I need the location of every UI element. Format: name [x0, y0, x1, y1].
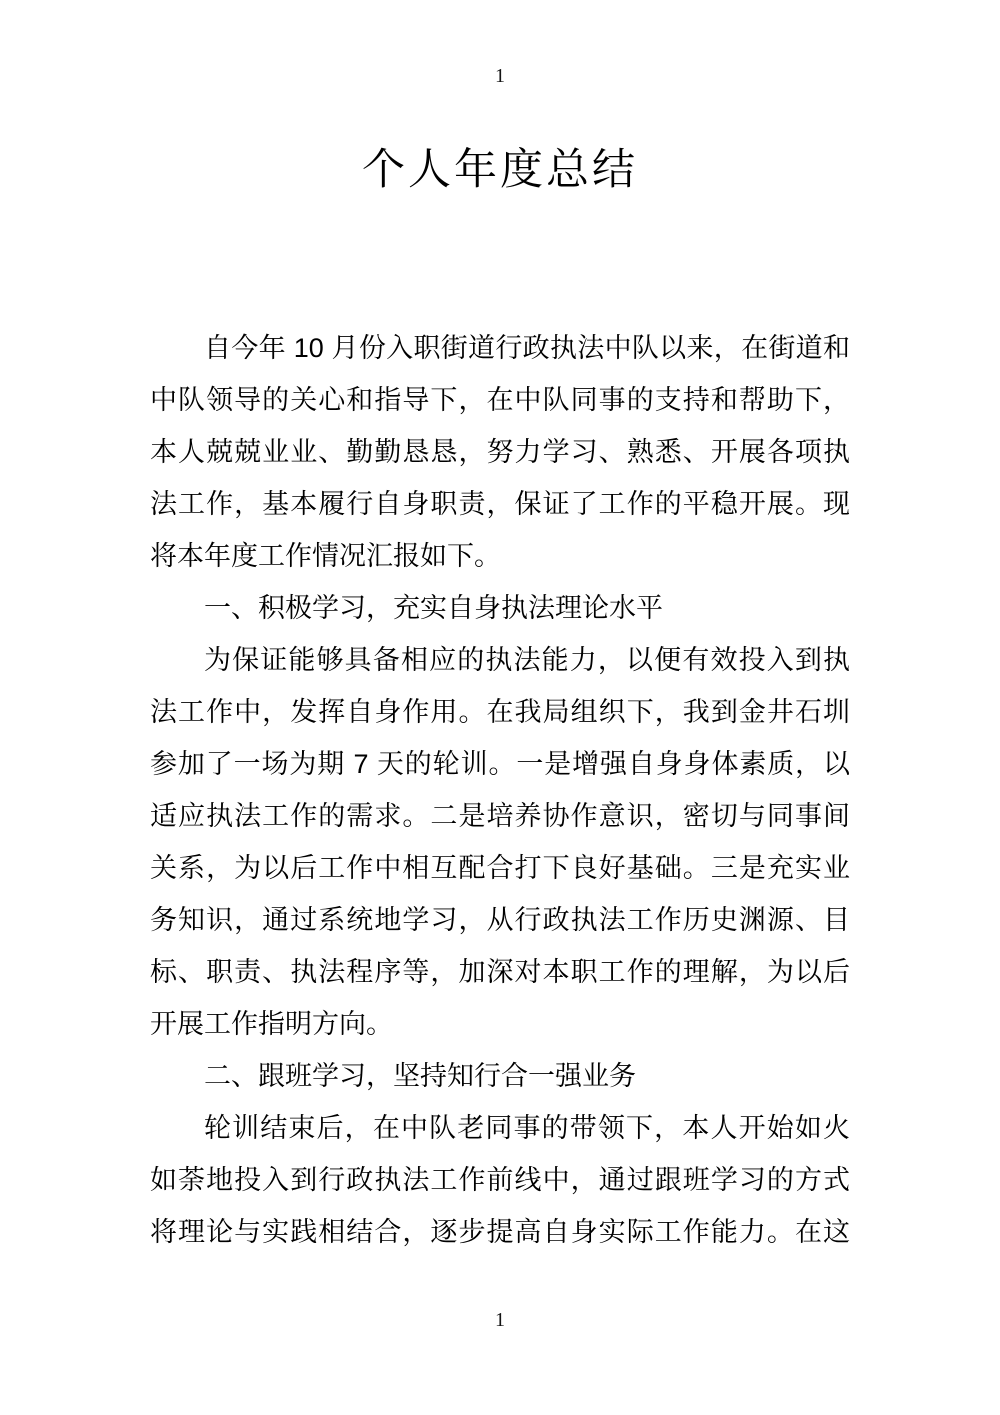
section-heading: 二、跟班学习，坚持知行合一强业务 [204, 1061, 636, 1091]
text-line: 标、职责、执法程序等，加深对本职工作的理解，为以后 [150, 957, 850, 987]
text-line: 关系，为以后工作中相互配合打下良好基础。三是充实业 [150, 853, 850, 883]
document-title: 个人年度总结 [362, 146, 638, 194]
text-line: 适应执法工作的需求。二是培养协作意识，密切与同事间 [150, 801, 850, 831]
text-line: 参加了一场为期 7 天的轮训。一是增强自身身体素质，以 [150, 749, 850, 779]
document-body [150, 322, 850, 1258]
text-line: 本人兢兢业业、勤勤恳恳，努力学习、熟悉、开展各项执 [150, 437, 850, 467]
text-line: 自今年 10 月份入职街道行政执法中队以来，在街道和 [204, 333, 850, 363]
section-heading: 一、积极学习，充实自身执法理论水平 [204, 593, 663, 623]
page-number-bottom: 1 [495, 1309, 505, 1331]
text-line: 为保证能够具备相应的执法能力，以便有效投入到执 [204, 645, 850, 675]
text-line: 务知识，通过系统地学习，从行政执法工作历史渊源、目 [150, 905, 850, 935]
text-line: 中队领导的关心和指导下，在中队同事的支持和帮助下， [150, 385, 850, 415]
page-number-top: 1 [495, 65, 505, 87]
text-line: 轮训结束后，在中队老同事的带领下，本人开始如火 [204, 1113, 850, 1143]
text-line: 如荼地投入到行政执法工作前线中，通过跟班学习的方式 [150, 1165, 850, 1195]
text-line: 开展工作指明方向。 [150, 1009, 393, 1039]
text-line: 将理论与实践相结合，逐步提高自身实际工作能力。在这 [150, 1217, 850, 1247]
text-line: 法工作中，发挥自身作用。在我局组织下，我到金井石圳 [150, 697, 850, 727]
text-line: 法工作，基本履行自身职责，保证了工作的平稳开展。现 [150, 489, 850, 519]
text-line: 将本年度工作情况汇报如下。 [150, 541, 501, 571]
